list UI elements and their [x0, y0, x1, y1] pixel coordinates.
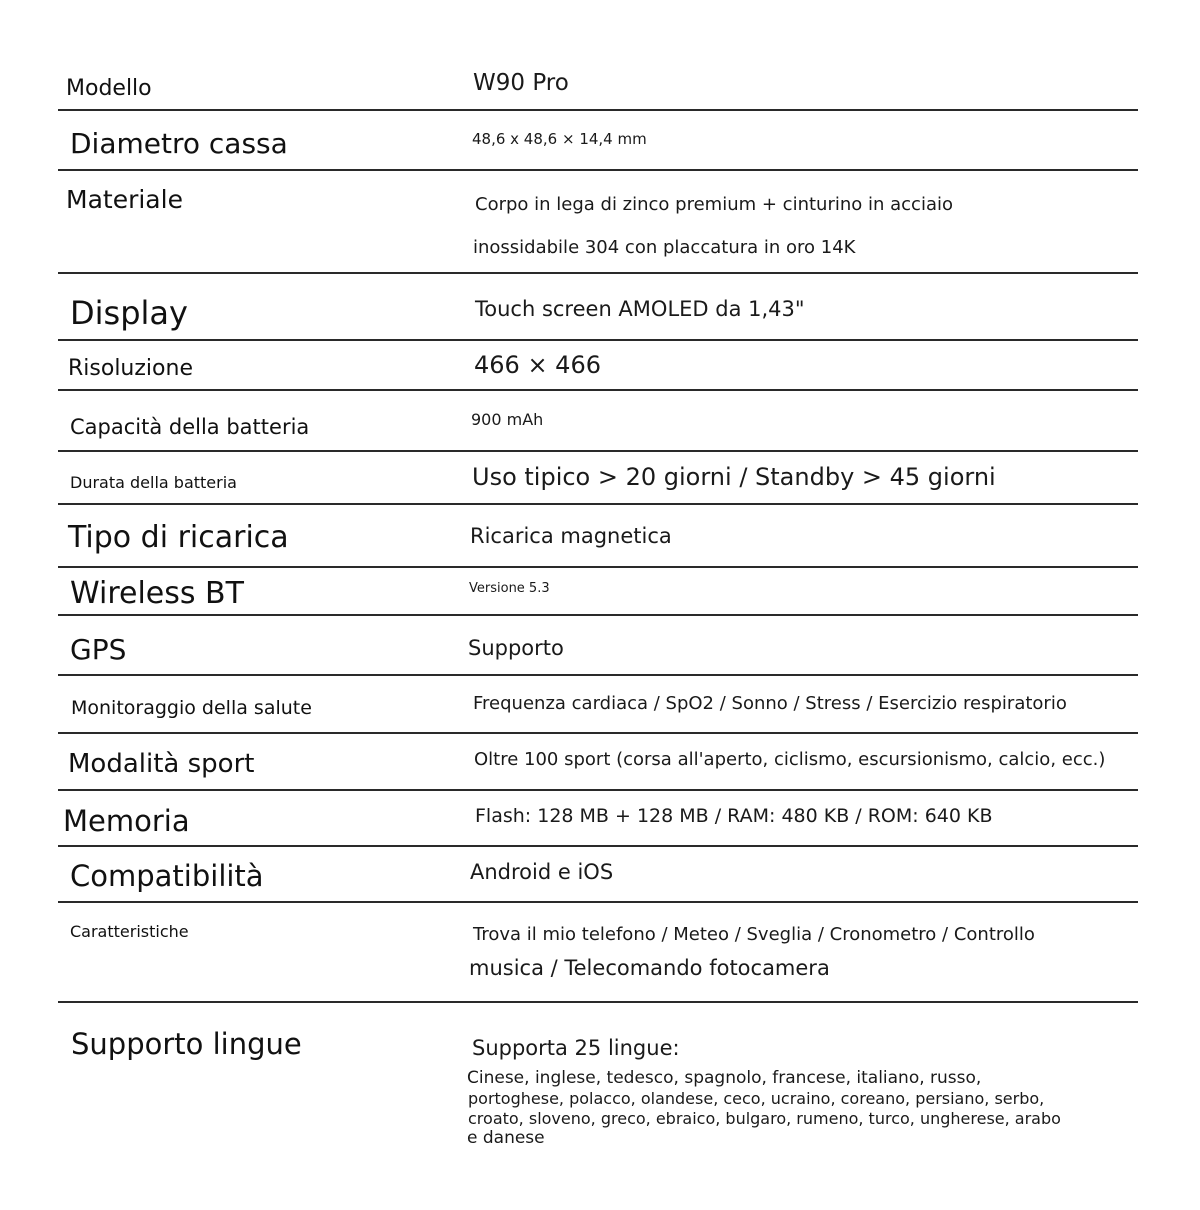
spec-label-wireless-bt: Wireless BT	[70, 576, 244, 611]
row-divider	[58, 389, 1138, 391]
spec-label-memory: Memoria	[63, 804, 190, 838]
row-divider	[58, 789, 1138, 791]
spec-value-language-line3: croato, sloveno, greco, ebraico, bulgaro, rumeno, turco, ungherese, arabo	[468, 1109, 1061, 1128]
row-divider	[58, 450, 1138, 452]
spec-value-memory: Flash: 128 MB + 128 MB / RAM: 480 KB / ROM: 640 KB	[475, 805, 993, 827]
spec-label-model: Modello	[66, 76, 152, 101]
row-divider	[58, 272, 1138, 274]
spec-value-battery-capacity: 900 mAh	[471, 410, 544, 429]
spec-label-health-monitoring: Monitoraggio della salute	[71, 697, 312, 719]
spec-label-resolution: Risoluzione	[68, 356, 193, 381]
spec-value-material-line2: inossidabile 304 con placcatura in oro 14K	[473, 237, 856, 258]
spec-value-features-line1: Trova il mio telefono / Meteo / Sveglia / Cronometro / Controllo	[473, 924, 1035, 945]
spec-value-language-line2: portoghese, polacco, olandese, ceco, ucraino, coreano, persiano, serbo,	[468, 1089, 1045, 1108]
spec-value-charging-type: Ricarica magnetica	[470, 524, 672, 548]
row-divider	[58, 1001, 1138, 1003]
spec-value-display: Touch screen AMOLED da 1,43"	[475, 297, 805, 321]
row-divider	[58, 169, 1138, 171]
spec-value-gps: Supporto	[468, 636, 564, 660]
spec-value-battery-life: Uso tipico > 20 giorni / Standby > 45 giorni	[472, 463, 996, 491]
row-divider	[58, 566, 1138, 568]
spec-label-battery-life: Durata della batteria	[70, 473, 237, 492]
spec-value-model: W90 Pro	[473, 70, 569, 96]
spec-label-display: Display	[70, 294, 188, 332]
spec-label-gps: GPS	[70, 633, 127, 666]
spec-label-case-diameter: Diametro cassa	[70, 127, 288, 160]
spec-label-compatibility: Compatibilità	[70, 859, 264, 893]
spec-label-sport-modes: Modalità sport	[68, 749, 255, 779]
spec-value-material-line1: Corpo in lega di zinco premium + cinturino in acciaio	[475, 194, 953, 215]
spec-value-wireless-bt: Versione 5.3	[469, 581, 550, 596]
spec-value-compatibility: Android e iOS	[470, 860, 614, 884]
spec-value-language-heading: Supporta 25 lingue:	[472, 1036, 680, 1060]
spec-label-battery-capacity: Capacità della batteria	[70, 415, 310, 439]
row-divider	[58, 109, 1138, 111]
spec-label-language-support: Supporto lingue	[71, 1027, 302, 1061]
row-divider	[58, 845, 1138, 847]
spec-value-case-diameter: 48,6 x 48,6 × 14,4 mm	[472, 130, 647, 148]
row-divider	[58, 674, 1138, 676]
row-divider	[58, 901, 1138, 903]
spec-value-health-monitoring: Frequenza cardiaca / SpO2 / Sonno / Stress / Esercizio respiratorio	[473, 693, 1067, 714]
row-divider	[58, 503, 1138, 505]
spec-label-material: Materiale	[66, 185, 183, 214]
row-divider	[58, 339, 1138, 341]
spec-value-language-line1: Cinese, inglese, tedesco, spagnolo, francese, italiano, russo,	[467, 1068, 982, 1088]
spec-label-charging-type: Tipo di ricarica	[68, 520, 289, 555]
row-divider	[58, 732, 1138, 734]
spec-value-features-line2: musica / Telecomando fotocamera	[469, 956, 830, 980]
spec-value-resolution: 466 × 466	[474, 351, 601, 379]
spec-label-features: Caratteristiche	[70, 922, 189, 941]
spec-value-sport-modes: Oltre 100 sport (corsa all'aperto, ciclismo, escursionismo, calcio, ecc.)	[474, 749, 1106, 770]
row-divider	[58, 614, 1138, 616]
spec-value-language-line4: e danese	[467, 1128, 545, 1148]
